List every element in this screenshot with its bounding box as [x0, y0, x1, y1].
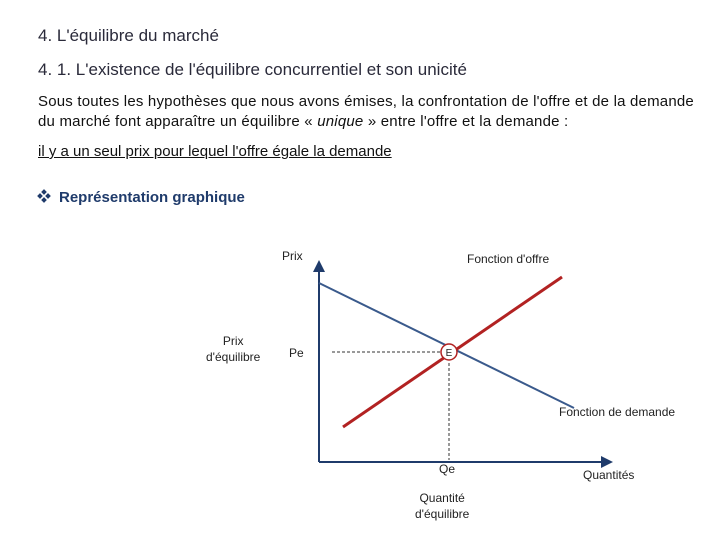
- equilibrium-quantity-label: [415, 490, 469, 522]
- paragraph-italic: unique: [317, 113, 364, 130]
- graph-section-label: Représentation graphique: [59, 189, 245, 206]
- qe-label: Qe: [439, 462, 456, 476]
- subsection-heading: 4. 1. L'existence de l'équilibre concurrentiel et son unicité: [38, 60, 467, 79]
- y-axis-label: Prix: [282, 249, 303, 263]
- x-axis-label: Quantités: [583, 468, 635, 482]
- section-heading: 4. L'équilibre du marché: [38, 26, 219, 45]
- equilibrium-quantity-text: Quantité d'équilibre: [415, 491, 470, 521]
- key-statement: il y a un seul prix pour lequel l'offre égale la demande: [38, 143, 392, 160]
- paragraph-text-2: » entre l'offre et la demande :: [363, 113, 569, 130]
- equilibrium-price-text: Prix d'équilibre: [206, 334, 261, 364]
- paragraph-text-1: Sous toutes les hypothèses que nous avons émises, la confrontation de l'offre et de la demande du marché font apparaître un équilibre «: [38, 93, 694, 130]
- equilibrium-point-label: E: [445, 348, 453, 359]
- equilibrium-price-label: [206, 333, 260, 365]
- demand-label: Fonction de demande: [559, 405, 676, 419]
- pe-label: Pe: [289, 346, 304, 360]
- supply-label: Fonction d'offre: [467, 252, 550, 266]
